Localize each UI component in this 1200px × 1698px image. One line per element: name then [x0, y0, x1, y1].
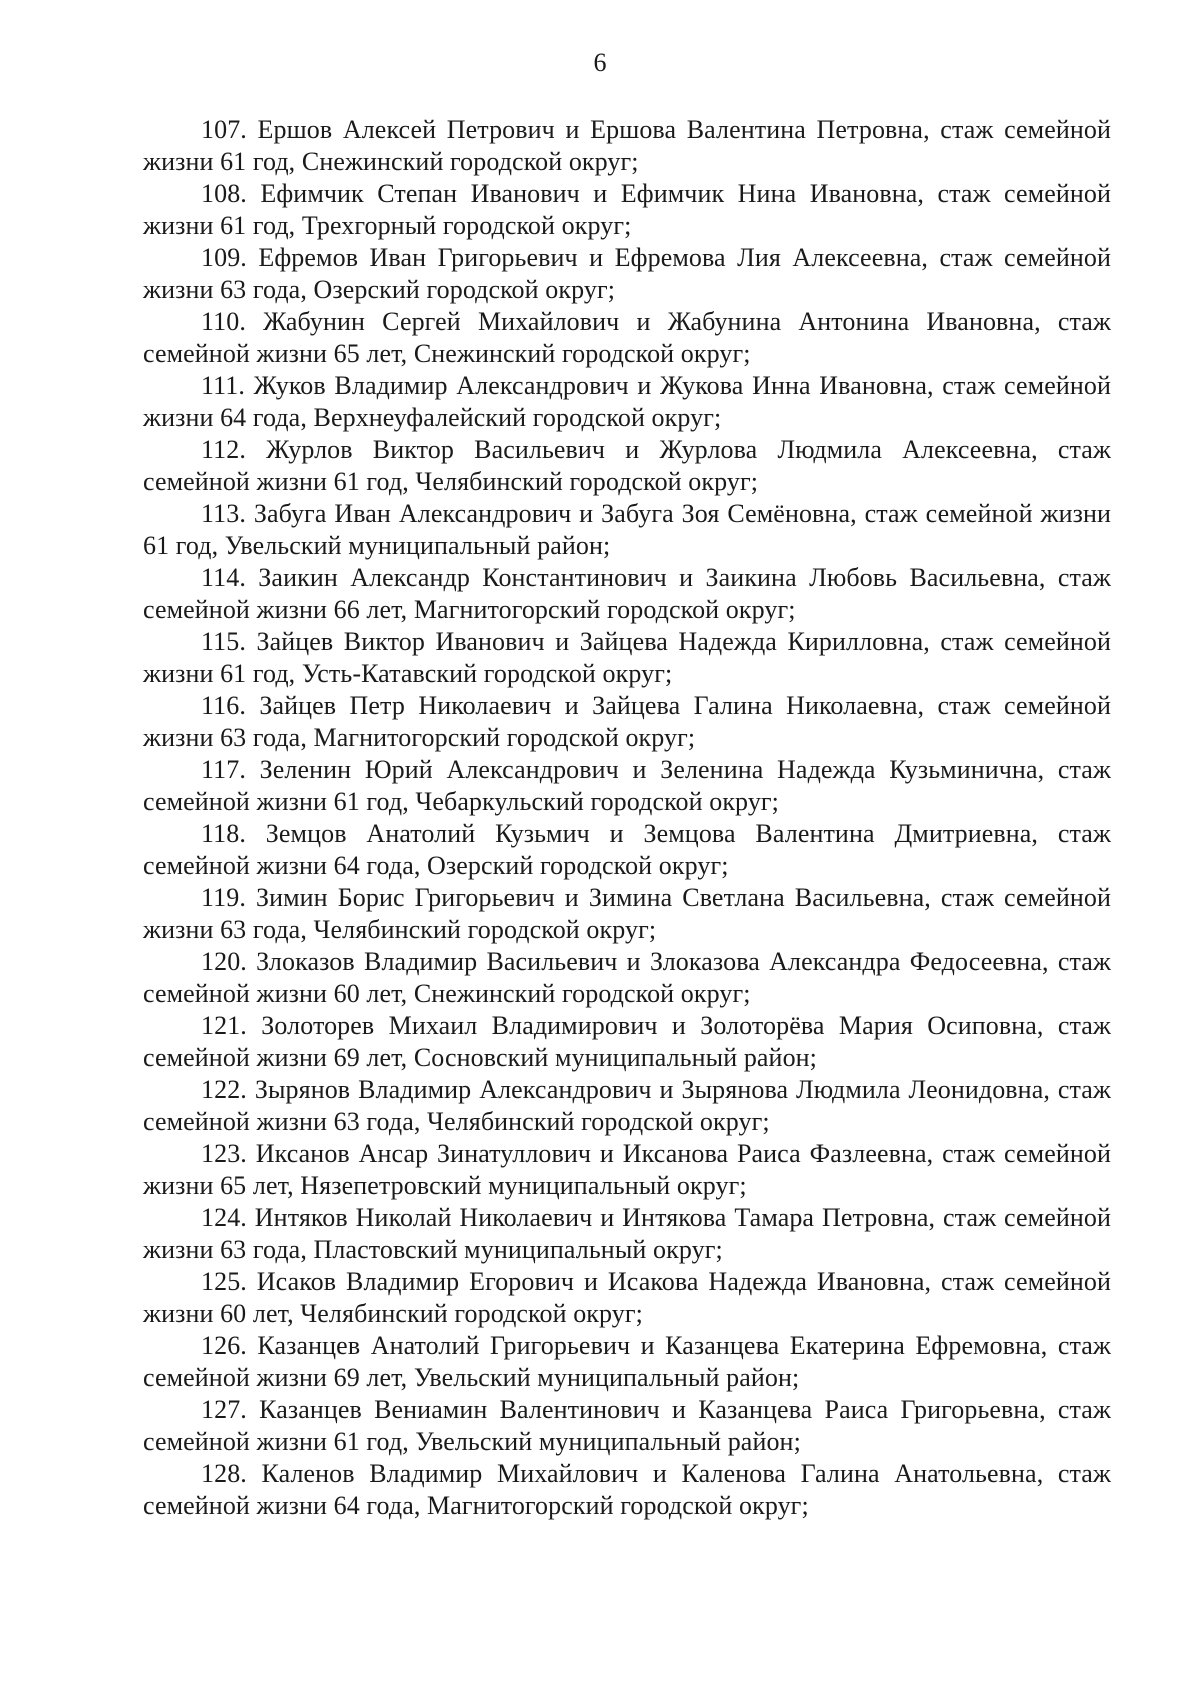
list-item: 107. Ершов Алексей Петрович и Ершова Валентина Петровна, стаж семейной жизни 61 год, Снежинский городской округ; — [143, 115, 1111, 176]
list-item: 122. Зырянов Владимир Александрович и Зырянова Людмила Леонидовна, стаж семейной жизни 63 года, Челябинский городской округ; — [143, 1075, 1111, 1136]
list-item: 115. Зайцев Виктор Иванович и Зайцева Надежда Кирилловна, стаж семейной жизни 61 год, Усть-Катавский городской округ; — [143, 627, 1111, 688]
list-item: 121. Золоторев Михаил Владимирович и Золоторёва Мария Осиповна, стаж семейной жизни 69 лет, Сосновский муниципальный район; — [143, 1011, 1111, 1072]
list-item: 126. Казанцев Анатолий Григорьевич и Казанцева Екатерина Ефремовна, стаж семейной жизни 69 лет, Увельский муниципальный район; — [143, 1331, 1111, 1392]
list-item: 123. Иксанов Ансар Зинатуллович и Иксанова Раиса Фазлеевна, стаж семейной жизни 65 лет, Нязепетровский муниципальный округ; — [143, 1139, 1111, 1200]
list-item: 112. Журлов Виктор Васильевич и Журлова Людмила Алексеевна, стаж семейной жизни 61 год, Челябинский городской округ; — [143, 435, 1111, 496]
list-item: 119. Зимин Борис Григорьевич и Зимина Светлана Васильевна, стаж семейной жизни 63 года, Челябинский городской округ; — [143, 883, 1111, 944]
list-item: 127. Казанцев Вениамин Валентинович и Казанцева Раиса Григорьевна, стаж семейной жизни 61 год, Увельский муниципальный район; — [143, 1395, 1111, 1456]
list-item: 118. Земцов Анатолий Кузьмич и Земцова Валентина Дмитриевна, стаж семейной жизни 64 года, Озерский городской округ; — [143, 819, 1111, 880]
list-item: 124. Интяков Николай Николаевич и Интякова Тамара Петровна, стаж семейной жизни 63 года, Пластовский муниципальный округ; — [143, 1203, 1111, 1264]
list-item: 117. Зеленин Юрий Александрович и Зеленина Надежда Кузьминична, стаж семейной жизни 61 год, Чебаркульский городской округ; — [143, 755, 1111, 816]
entry-list — [143, 114, 1111, 1522]
list-item: 128. Каленов Владимир Михайлович и Каленова Галина Анатольевна, стаж семейной жизни 64 года, Магнитогорский городской округ; — [143, 1459, 1111, 1520]
list-item: 116. Зайцев Петр Николаевич и Зайцева Галина Николаевна, стаж семейной жизни 63 года, Магнитогорский городской округ; — [143, 691, 1111, 752]
list-item: 125. Исаков Владимир Егорович и Исакова Надежда Ивановна, стаж семейной жизни 60 лет, Челябинский городской округ; — [143, 1267, 1111, 1328]
list-item: 113. Забуга Иван Александрович и Забуга Зоя Семёновна, стаж семейной жизни 61 год, Увельский муниципальный район; — [143, 499, 1111, 560]
list-item: 108. Ефимчик Степан Иванович и Ефимчик Нина Ивановна, стаж семейной жизни 61 год, Трехгорный городской округ; — [143, 179, 1111, 240]
page-number: 6 — [593, 48, 607, 77]
list-item: 120. Злоказов Владимир Васильевич и Злоказова Александра Федосеевна, стаж семейной жизни 60 лет, Снежинский городской округ; — [143, 947, 1111, 1008]
list-item: 110. Жабунин Сергей Михайлович и Жабунина Антонина Ивановна, стаж семейной жизни 65 лет, Снежинский городской округ; — [143, 307, 1111, 368]
list-item: 109. Ефремов Иван Григорьевич и Ефремова Лия Алексеевна, стаж семейной жизни 63 года, Озерский городской округ; — [143, 243, 1111, 304]
list-item: 111. Жуков Владимир Александрович и Жукова Инна Ивановна, стаж семейной жизни 64 года, Верхнеуфалейский городской округ; — [143, 371, 1111, 432]
list-item: 114. Заикин Александр Константинович и Заикина Любовь Васильевна, стаж семейной жизни 66 лет, Магнитогорский городской округ; — [143, 563, 1111, 624]
